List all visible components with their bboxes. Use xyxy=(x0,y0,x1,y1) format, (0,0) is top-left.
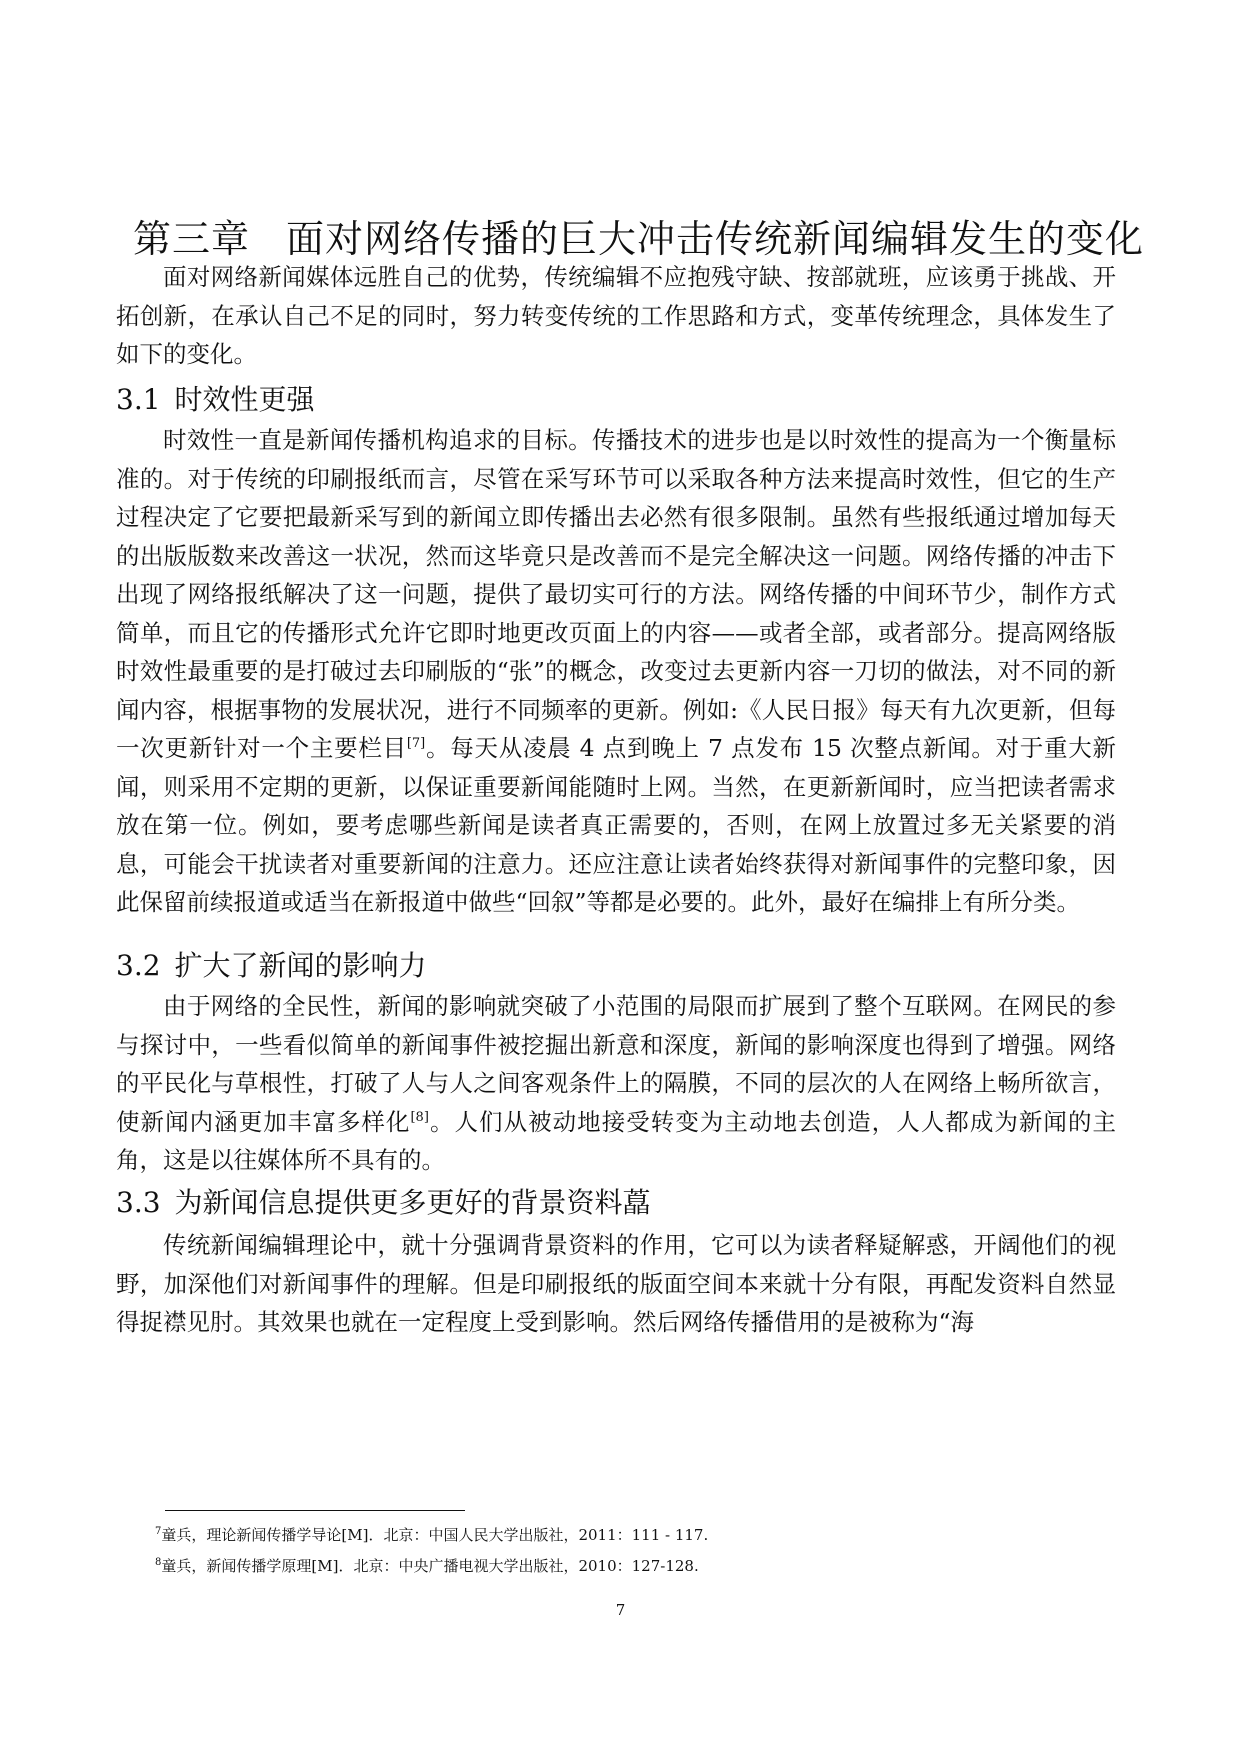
section-heading-3-2 xyxy=(116,944,1116,984)
citation-marker: [7] xyxy=(406,736,426,752)
paragraph-text: 时效性一直是新闻传播机构追求的目标。传播技术的进步也是以时效性的提高为一个衡量标准的。对于传统的印刷报纸而言，尽管在采写环节可以采取各种方法来提高时效性，但它的生产过程决定了它要把最新采写到的新闻立即传播出去必然有很多限制。虽然有些报纸通过增加每天的出版版数来改善这一状况，然而这毕竟只是改善而不是完全解决这一问题。网络传播的冲击下出现了网络报纸解决了这一问题，提供了最切实可行的方法。网络传播的中间环节少，制作方式简单，而且它的传播形式允许它即时地更改页面上的内容——或者全部，或者部分。提高网络版时效性最重要的是打破过去印刷版的“张”的概念，改变过去更新内容一刀切的做法，对不同的新闻内容，根据事物的发展状况，进行不同频率的更新。例如:《人民日报》每天有九次更新，但每一次更新针对一个主要栏目 xyxy=(116,426,1116,762)
footnote-8 xyxy=(155,1555,1055,1576)
section-3-2-paragraph xyxy=(116,987,1116,1180)
paragraph-text: 由于网络的全民性，新闻的影响就突破了小范围的局限而扩展到了整个互联网。在网民的参与探讨中，一些看似简单的新闻事件被挖掘出新意和深度，新闻的影响深度也得到了增强。网络的平民化与草根性，打破了人与人之间客观条件上的隔膜，不同的层次的人在网络上畅所欲言，使新闻内涵更加丰富多样化 xyxy=(116,992,1116,1136)
footnote-separator xyxy=(165,1510,465,1511)
footnote-mark: 7 xyxy=(155,1526,162,1537)
citation-marker: [8] xyxy=(410,1109,429,1125)
page-number: 7 xyxy=(615,1601,626,1619)
section-title-text: 扩大了新闻的影响力 xyxy=(174,949,427,982)
section-number: 3.1 xyxy=(116,383,161,416)
section-number: 3.3 xyxy=(116,1186,161,1219)
paragraph-text: 。人们从被动地接受转变为主动地去创造，人人都成为新闻的主角，这是以往媒体所不具有的。 xyxy=(116,1107,1117,1174)
paragraph-text: 传统新闻编辑理论中，就十分强调背景资料的作用，它可以为读者释疑解惑，开阔他们的视野，加深他们对新闻事件的理解。但是印刷报纸的版面空间本来就十分有限，再配发资料自然显得捉襟见肘。其效果也就在一定程度上受到影响。然后网络传播借用的是被称为“海 xyxy=(116,1231,1116,1336)
section-3-3-paragraph xyxy=(116,1226,1116,1342)
paragraph-text: 。每天从凌晨 4 点到晚上 7 点发布 15 次整点新闻。对于重大新闻，则采用不定期的更新，以保证重要新闻能随时上网。当然，在更新新闻时，应当把读者需求放在第一位。例如，要考虑哪些新闻是读者真正需要的，否则，在网上放置过多无关紧要的消息，可能会干扰读者对重要新闻的注意力。还应注意让读者始终获得对新闻事件的完整印象，因此保留前续报道或适当在新报道中做些“回叙”等都是必要的。此外，最好在编排上有所分类。 xyxy=(116,734,1116,916)
chapter-title-text: 面对网络传播的巨大冲击传统新闻编辑发生的变化 xyxy=(286,217,1145,261)
section-title-text: 为新闻信息提供更多更好的背景资料藠 xyxy=(174,1186,651,1219)
footnote-7 xyxy=(155,1524,1055,1545)
footnote-text: 童兵，理论新闻传播学导论[M]．北京：中国人民大学出版社，2011：111 - 117. xyxy=(161,1526,709,1544)
section-heading-3-3 xyxy=(116,1181,1116,1221)
section-number: 3.2 xyxy=(116,949,161,982)
footnote-mark: 8 xyxy=(155,1557,162,1568)
chapter-title xyxy=(133,208,1145,263)
chapter-label: 第三章 xyxy=(133,217,251,261)
footnote-text: 童兵，新闻传播学原理[M]．北京：中央广播电视大学出版社，2010：127-128. xyxy=(161,1557,699,1575)
section-heading-3-1 xyxy=(116,378,1116,418)
intro-paragraph: 面对网络新闻媒体远胜自己的优势，传统编辑不应抱残守缺、按部就班，应该勇于挑战、开拓创新，在承认自己不足的同时，努力转变传统的工作思路和方式，变革传统理念，具体发生了如下的变化。 xyxy=(116,263,1116,368)
section-3-1-paragraph xyxy=(116,421,1116,922)
section-title-text: 时效性更强 xyxy=(174,383,315,416)
